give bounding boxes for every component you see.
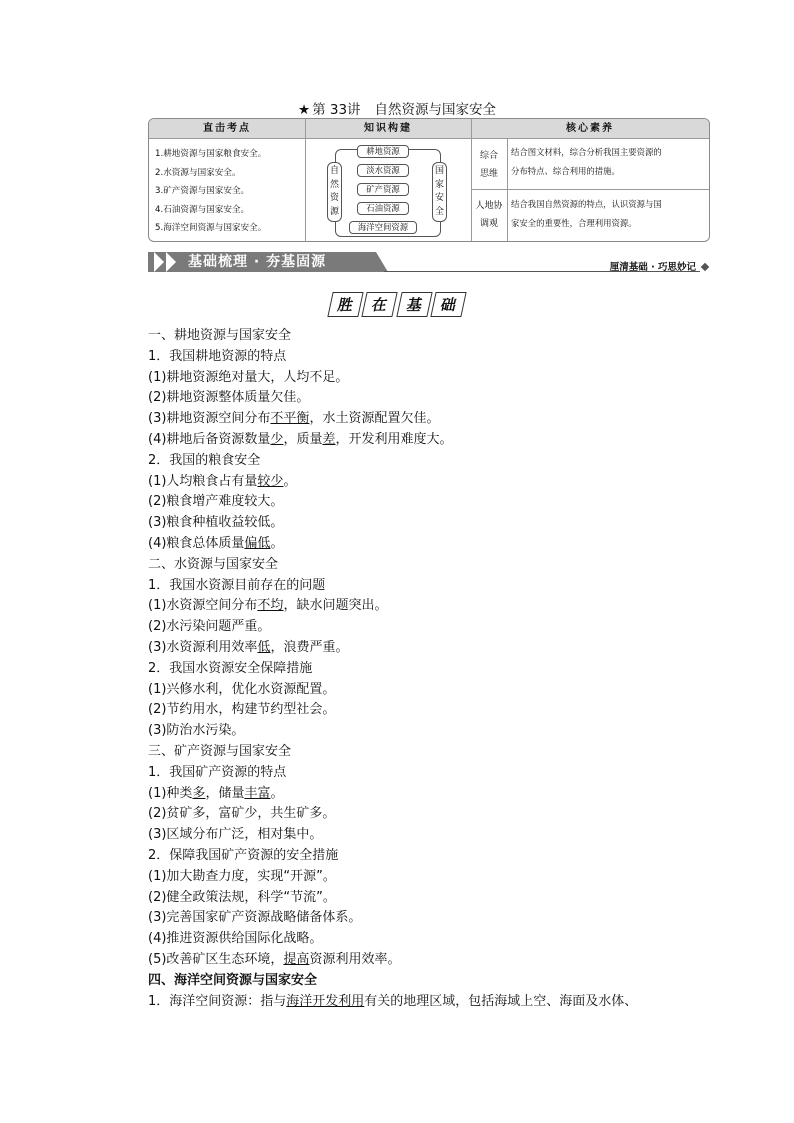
list-item: (1)水资源空间分布不均，缺水问题突出。: [148, 598, 388, 614]
list-item: 4.石油资源与国家安全。: [155, 204, 250, 215]
literacy-text: 结合我国自然资源的特点，认识资源与国 家安全的重要性，合理利用资源。: [511, 199, 662, 228]
exam-points-list: [155, 145, 305, 238]
list-item: (2)健全政策法规，科学“节流”。: [148, 889, 336, 905]
list-item: (1)加大勘查力度，实现“开源”。: [148, 868, 336, 884]
diamond-icon: [701, 263, 709, 271]
section-heading: 二、水资源与国家安全: [148, 556, 279, 572]
list-item: (2)贫矿多，富矿少，共生矿多。: [148, 806, 336, 822]
subsection-heading: 1．我国矿产资源的特点: [148, 764, 287, 780]
lecture-number: 第 33讲: [312, 102, 361, 118]
summary-table: [148, 118, 710, 242]
diagram-item: 淡水资源: [357, 164, 409, 177]
diagram-item: 耕地资源: [357, 145, 409, 158]
subsection-heading: 1．我国水资源目前存在的问题: [148, 577, 326, 593]
list-item: (3)完善国家矿产资源战略储备体系。: [148, 910, 362, 926]
diagram-left-label: 自然资源: [327, 162, 342, 222]
lecture-topic: 自然资源与国家安全: [374, 102, 497, 118]
subhead-char: 在: [362, 292, 398, 317]
divider: [471, 189, 709, 190]
list-item: (3)水资源利用效率低，浪费严重。: [148, 639, 349, 655]
diagram-right-label: 国家安全: [432, 162, 447, 222]
list-item: 5.海洋空间资源与国家安全。: [155, 223, 267, 233]
header-literacy: 核心素养: [566, 123, 614, 134]
list-item: 1.耕地资源与国家粮食安全。: [155, 149, 267, 159]
list-item: (4)推进资源供给国际化战略。: [148, 931, 323, 947]
literacy-label: 综合 思维: [479, 151, 498, 179]
list-item: (2)耕地资源整体质量欠佳。: [148, 390, 310, 406]
header-knowledge: 知识构建: [364, 123, 412, 134]
list-item: (1)种类多，储量丰富。: [148, 785, 284, 801]
subsection-heading: 1．我国耕地资源的特点: [148, 348, 287, 364]
list-item: (1)耕地资源绝对量大，人均不足。: [148, 369, 349, 385]
literacy-label: 人地协 调观: [475, 201, 503, 229]
subhead-char: 础: [430, 292, 466, 317]
list-item: (3)粮食种植收益较低。: [148, 515, 284, 531]
chevron-right-icon: [154, 252, 164, 272]
section-heading: 一、耕地资源与国家安全: [148, 328, 292, 343]
list-item: (4)粮食总体质量偏低。: [148, 535, 284, 551]
list-item: (3)区域分布广泛，相对集中。: [148, 827, 323, 843]
header-exam-points: 直击考点: [203, 123, 251, 134]
section-banner: [148, 248, 708, 276]
list-item: (5)改善矿区生态环境，提高资源利用效率。: [148, 951, 401, 967]
diagram-item: 矿产资源: [357, 183, 409, 196]
subhead-char: 基: [396, 292, 432, 317]
knowledge-diagram: [305, 138, 471, 241]
list-item: 2.水资源与国家安全。: [155, 167, 241, 178]
subsection-heading: 1．海洋空间资源：指与海洋开发利用有关的地理区域，包括海域上空、海面及水体、: [148, 993, 638, 1009]
banner-subtitle: 厘清基础 · 巧思妙记: [609, 262, 696, 273]
sub-heading: [0, 292, 794, 317]
page-title: [0, 98, 794, 118]
section-heading: 四、海洋空间资源与国家安全: [148, 972, 318, 988]
list-item: (3)防治水污染。: [148, 723, 245, 739]
diagram-item: 石油资源: [357, 202, 409, 215]
section-heading: 三、矿产资源与国家安全: [148, 743, 292, 759]
subsection-heading: 2．我国水资源安全保障措施: [148, 660, 313, 676]
main-content: [148, 326, 708, 1012]
list-item: (2)节约用水，构建节约型社会。: [148, 702, 336, 718]
list-item: (4)耕地后备资源数量少，质量差，开发利用难度大。: [148, 431, 453, 447]
list-item: (2)水污染问题严重。: [148, 619, 271, 635]
chevron-right-icon: [166, 252, 176, 272]
subsection-heading: 2．我国的粮食安全: [148, 452, 261, 468]
subsection-heading: 2．保障我国矿产资源的安全措施: [148, 847, 339, 863]
list-item: (1)人均粮食占有量较少。: [148, 473, 297, 489]
list-item: (3)耕地资源空间分布不平衡，水土资源配置欠佳。: [148, 411, 440, 427]
list-item: 3.矿产资源与国家安全。: [155, 186, 250, 196]
literacy-text: 结合图文材料，综合分析我国主要资源的 分布特点、综合利用的措施。: [511, 147, 662, 176]
list-item: (2)粮食增产难度较大。: [148, 494, 284, 510]
star-icon: ★: [297, 102, 311, 118]
subhead-char: 胜: [328, 292, 364, 317]
list-item: (1)兴修水利，优化水资源配置。: [148, 681, 336, 697]
banner-title: 基础梳理 · 夯基固源: [188, 254, 327, 270]
diagram-item: 海洋空间资源: [349, 221, 417, 234]
